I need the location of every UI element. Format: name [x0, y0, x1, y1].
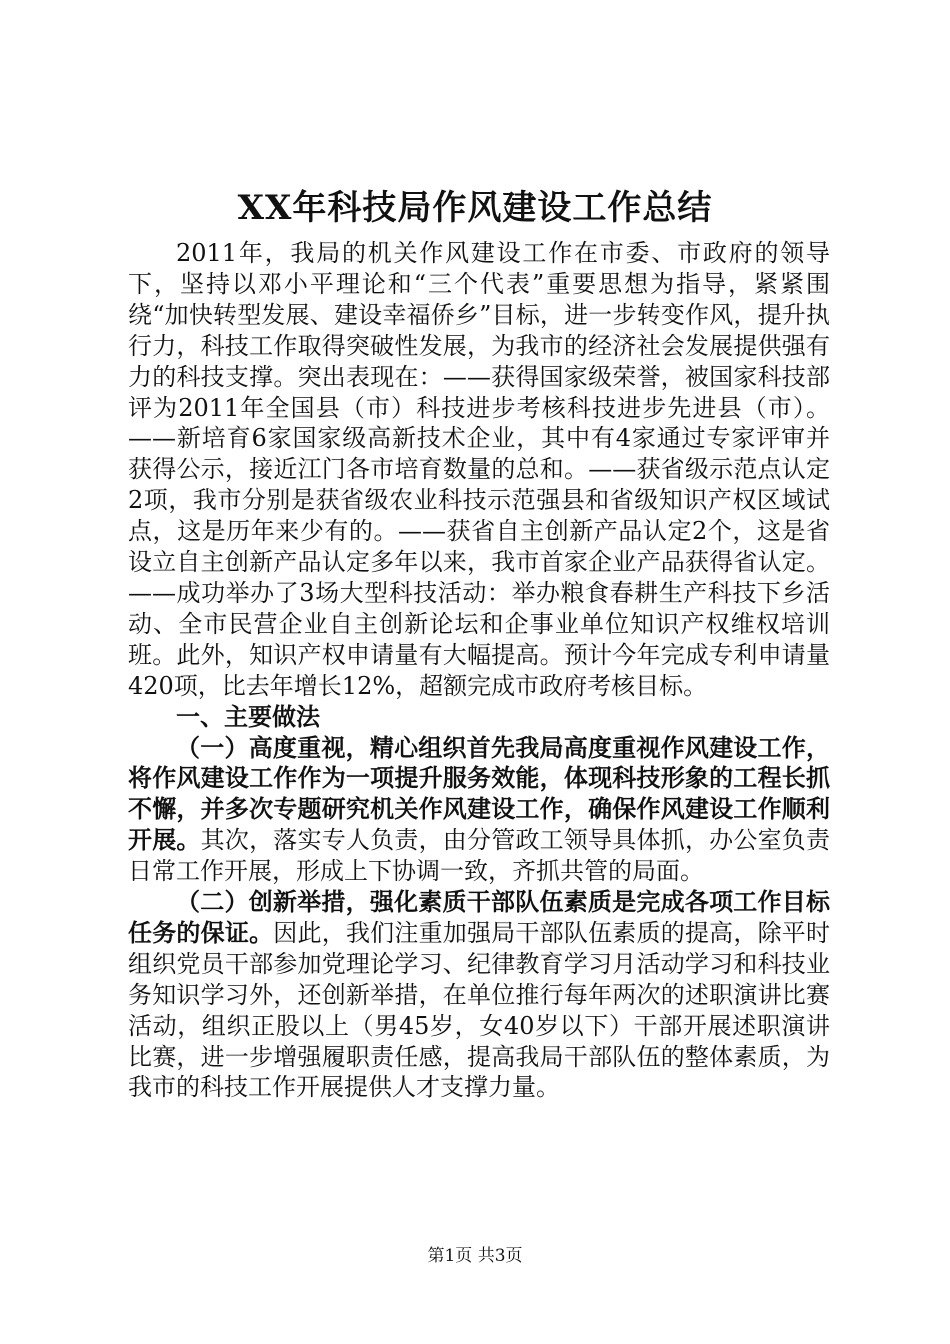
subsection-text: 其次，落实专人负责，由分管政工领导具体抓，办公室负责日常工作开展，形成上下协调一致，齐抓共管的局面。 — [128, 826, 831, 886]
document-title: XX年科技局作风建设工作总结 — [237, 188, 713, 228]
document-body — [128, 238, 830, 1103]
page-footer: 第1页 共3页 — [427, 1246, 523, 1266]
subsection-paragraph — [128, 887, 830, 1103]
subsection-lead: （二）创新举措，强化素质干部队伍素质是完成各项工作目标任务的保证。 — [128, 887, 830, 947]
subsection-paragraph — [128, 733, 830, 888]
intro-paragraph: 2011年，我局的机关作风建设工作在市委、市政府的领导下，坚持以邓小平理论和“三个代表”重要思想为指导，紧紧围绕“加快转型发展、建设幸福侨乡”目标，进一步转变作风，提升执行力，科技工作取得突破性发展，为我市的经济社会发展提供强有力的科技支撑。突出表现在：——获得国家级荣誉，被国家科技部评为2011年全国县（市）科技进步考核科技进步先进县（市）。——新培育6家国家级高新技术企业，其中有4家通过专家评审并获得公示，接近江门各市培育数量的总和。——获省级示范点认定2项，我市分别是获省级农业科技示范强县和省级知识产权区域试点，这是历年来少有的。——获省自主创新产品认定2个，这是省设立自主创新产品认定多年以来，我市首家企业产品获得省认定。——成功举办了3场大型科技活动：举办粮食春耕生产科技下乡活动、全市民营企业自主创新论坛和企事业单位知识产权维权培训班。此外，知识产权申请量有大幅提高。预计今年完成专利申请量420项，比去年增长12%，超额完成市政府考核目标。 — [128, 239, 830, 700]
subsection-lead: （一）高度重视，精心组织首先我局高度重视作风建设工作，将作风建设工作作为一项提升服务效能，体现科技形象的工程长抓不懈，并多次专题研究机关作风建设工作，确保作风建设工作顺利开展。 — [128, 732, 830, 855]
subsection-text: 因此，我们注重加强局干部队伍素质的提高，除平时组织党员干部参加党理论学习、纪律教育学习月活动学习和科技业务知识学习外，还创新举措，在单位推行每年两次的述职演讲比赛活动，组织正股以上（男45岁，女40岁以下）干部开展述职演讲比赛，进一步增强履职责任感，提高我局干部队伍的整体素质，为我市的科技工作开展提供人才支撑力量。 — [128, 918, 831, 1102]
section-heading: 一、主要做法 — [176, 701, 320, 731]
